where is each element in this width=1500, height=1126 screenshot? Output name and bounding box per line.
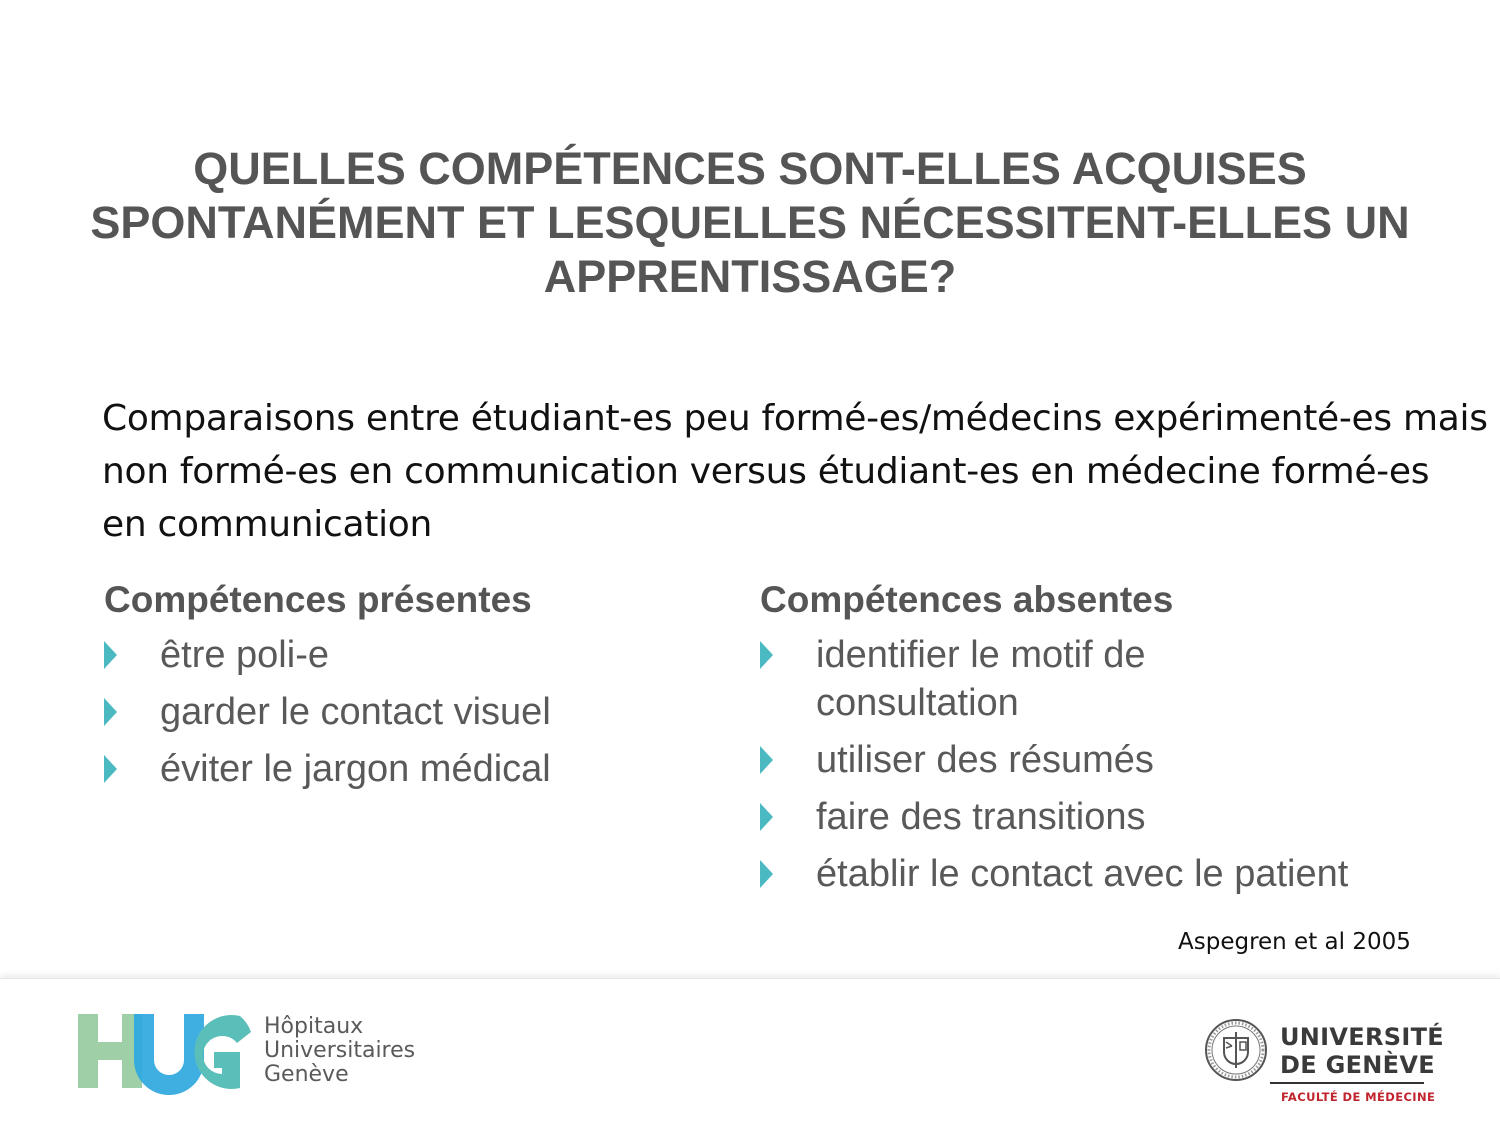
unige-divider: [1270, 1082, 1424, 1084]
present-skills-column: [104, 575, 664, 802]
list-item-text: garder le contact visuel: [160, 691, 551, 733]
list-item-text: identifier le motif de: [816, 634, 1146, 676]
intro-line: en communication: [102, 504, 433, 545]
list-item: [760, 736, 1460, 784]
absent-skills-heading: Compétences absentes: [760, 579, 1174, 620]
list-item-text: être poli-e: [160, 634, 329, 676]
list-item: [760, 631, 1460, 727]
hug-name-line: Universitaires: [264, 1038, 416, 1063]
present-skills-list: [104, 631, 664, 793]
triangle-bullet-icon: [104, 755, 117, 783]
title-line: SPONTANÉMENT ET LESQUELLES NÉCESSITENT-ELLES UN: [90, 197, 1410, 248]
triangle-bullet-icon: [760, 860, 773, 888]
triangle-bullet-icon: [104, 698, 117, 726]
triangle-bullet-icon: [104, 641, 117, 669]
faculty-label: FACULTÉ DE MÉDECINE: [1281, 1090, 1436, 1104]
list-item: [104, 631, 664, 679]
list-item-text-continued: consultation: [816, 682, 1019, 724]
hug-name: [264, 1015, 415, 1087]
list-item-text: faire des transitions: [816, 796, 1146, 838]
list-item: [760, 850, 1460, 898]
unige-name-line: DE GENÈVE: [1280, 1051, 1435, 1079]
triangle-bullet-icon: [760, 746, 773, 774]
present-skills-heading: Compétences présentes: [104, 579, 532, 620]
citation: Aspegren et al 2005: [1178, 929, 1411, 955]
unige-name: [1280, 1023, 1444, 1079]
slide-title: [0, 142, 1500, 304]
intro-line: Comparaisons entre étudiant-es peu formé-es/médecins expérimenté-es mais: [102, 398, 1488, 439]
hug-name-line: Hôpitaux: [264, 1014, 364, 1039]
list-item-text: utiliser des résumés: [816, 739, 1154, 781]
intro-paragraph: [102, 392, 1497, 551]
intro-line: non formé-es en communication versus étudiant-es en médecine formé-es: [102, 451, 1430, 492]
title-line: QUELLES COMPÉTENCES SONT-ELLES ACQUISES: [193, 143, 1307, 194]
unige-seal-icon: [1204, 1018, 1268, 1082]
unige-name-line: UNIVERSITÉ: [1280, 1023, 1444, 1051]
list-item: [104, 688, 664, 736]
list-item-text: éviter le jargon médical: [160, 748, 551, 790]
title-line: APPRENTISSAGE?: [543, 251, 957, 302]
hug-name-line: Genève: [264, 1062, 349, 1087]
list-item: [104, 745, 664, 793]
list-item-text: établir le contact avec le patient: [816, 853, 1349, 895]
triangle-bullet-icon: [760, 641, 773, 669]
triangle-bullet-icon: [760, 803, 773, 831]
list-item: [760, 793, 1460, 841]
absent-skills-list: [760, 631, 1460, 898]
absent-skills-column: [760, 575, 1460, 907]
